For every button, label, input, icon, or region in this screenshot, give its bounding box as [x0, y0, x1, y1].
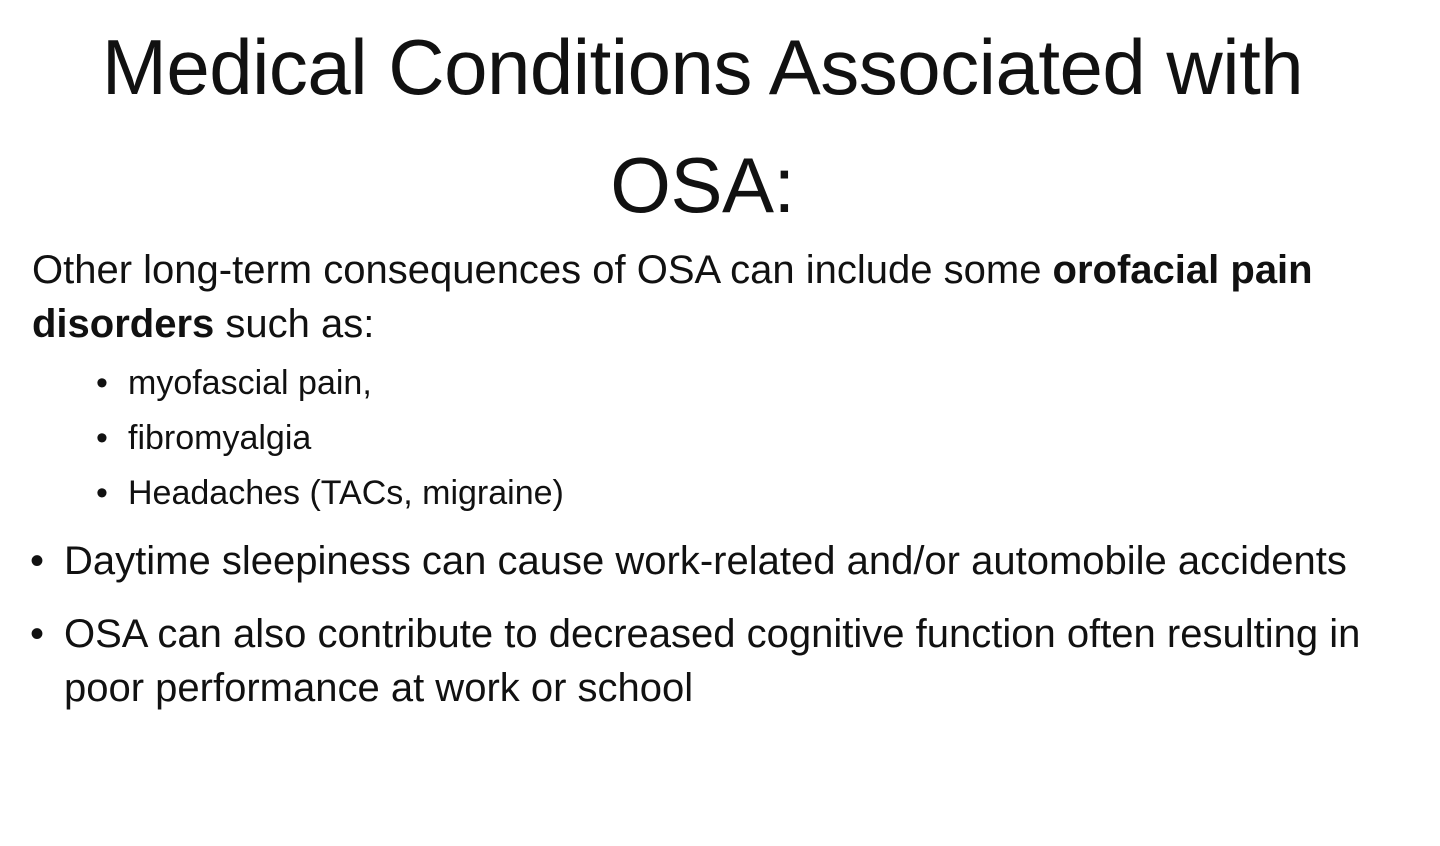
bullet-icon: •: [30, 612, 45, 656]
sub-bullet-item: [96, 466, 564, 521]
main-bullet-text: Daytime sleepiness can cause work-related and/or automobile accidents: [64, 539, 1347, 583]
main-bullet-item: [30, 607, 1410, 715]
sub-bullet-item: [96, 356, 564, 411]
intro-text-end: such as:: [214, 302, 375, 346]
main-bullet-text: OSA can also contribute to decreased cognitive function often resulting in poor performance at work or school: [64, 612, 1361, 710]
intro-paragraph: [32, 243, 1412, 351]
sub-bullet-text: fibromyalgia: [128, 419, 312, 457]
bullet-icon: •: [30, 539, 45, 583]
intro-text-start: Other long-term consequences of OSA can include some: [32, 248, 1053, 292]
sub-bullet-text: myofascial pain,: [128, 364, 372, 402]
main-bullet-list: [30, 534, 1410, 734]
intro-bold-term: orofacial pain disorders: [32, 248, 1313, 346]
bullet-icon: •: [96, 419, 108, 457]
slide-title: [0, 8, 1405, 244]
sub-bullet-item: [96, 411, 564, 466]
slide-title-line-1: Medical Conditions Associated with: [101, 23, 1304, 111]
sub-bullet-text: Headaches (TACs, migraine): [128, 474, 564, 512]
slide-title-line-2: OSA:: [610, 141, 795, 229]
bullet-icon: •: [96, 364, 108, 402]
main-bullet-item: [30, 534, 1410, 588]
bullet-icon: •: [96, 474, 108, 512]
sub-bullet-list: [96, 356, 564, 521]
